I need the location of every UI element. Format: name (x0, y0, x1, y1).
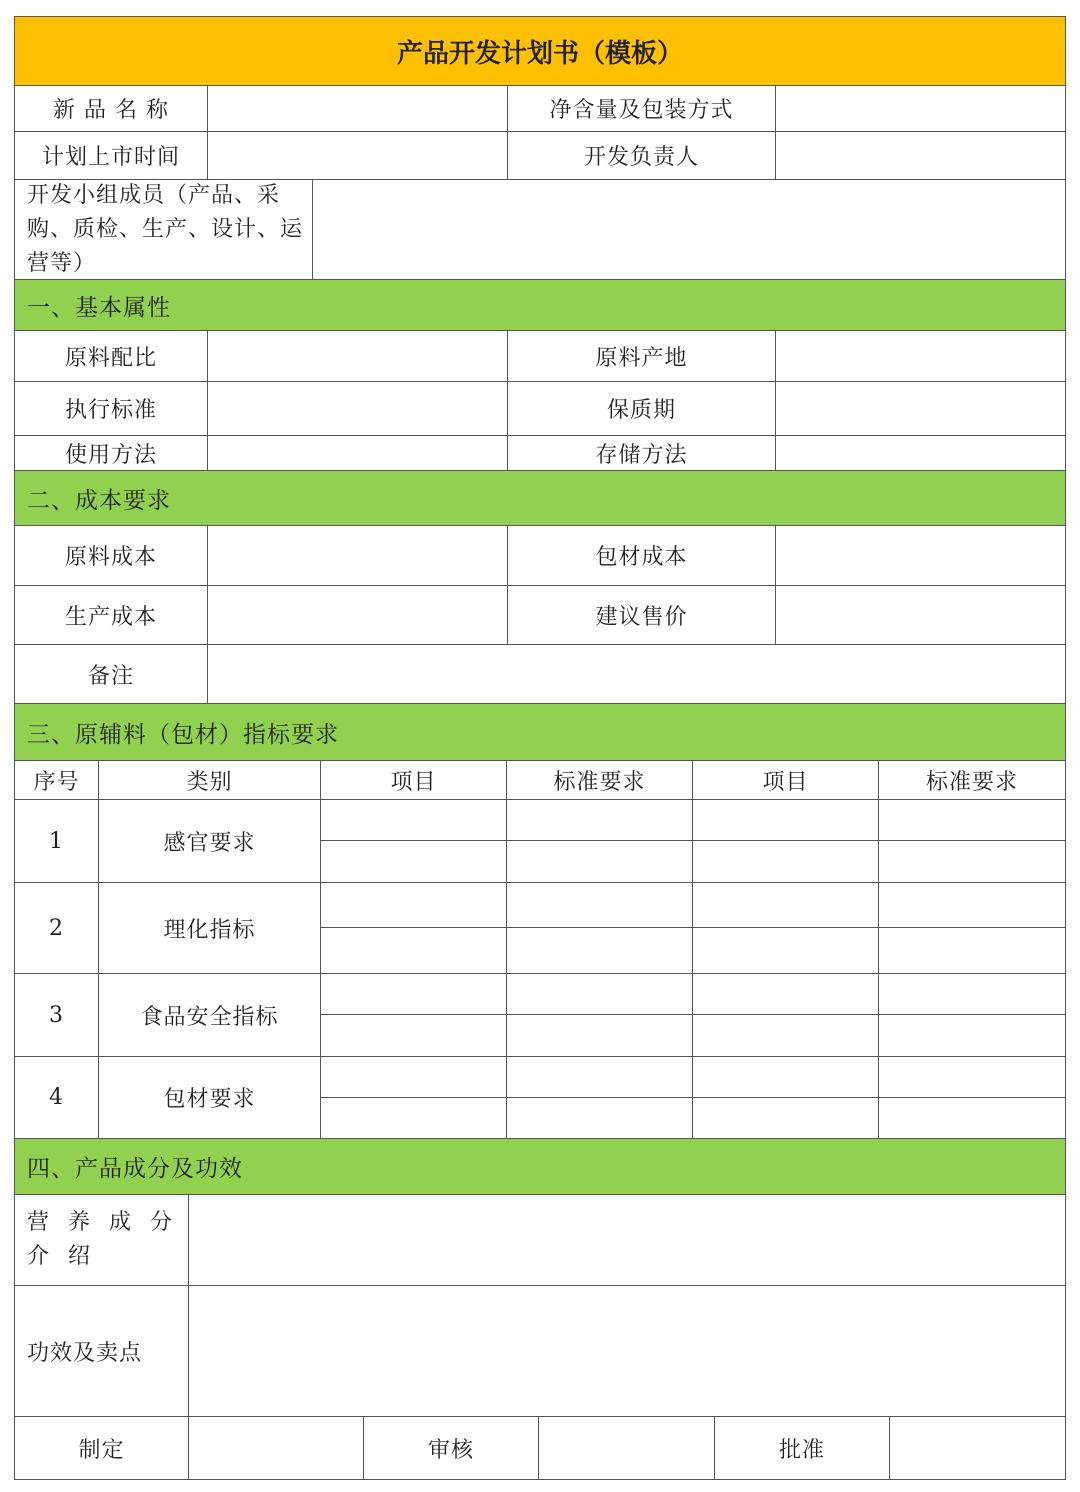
row-product-name (14, 86, 1066, 132)
header-category: 类别 (99, 761, 321, 800)
cell-item-2[interactable] (693, 883, 879, 974)
field-usage[interactable] (208, 436, 508, 471)
label-suggested-price: 建议售价 (508, 586, 776, 645)
cell-item-2[interactable] (693, 800, 879, 883)
row-no: 3 (14, 974, 99, 1057)
indicator-table-header (14, 761, 1066, 800)
label-shelf-life: 保质期 (508, 382, 776, 436)
field-remarks[interactable] (208, 645, 1066, 704)
table-row (14, 974, 1066, 1057)
form-title: 产品开发计划书（模板） (14, 16, 1066, 86)
label-usage: 使用方法 (14, 436, 208, 471)
row-no: 4 (14, 1057, 99, 1139)
field-team-members[interactable] (313, 180, 1066, 280)
label-approved-by: 批准 (715, 1417, 890, 1480)
cell-item-2[interactable] (693, 1057, 879, 1139)
section-material-indicators: 三、原辅料（包材）指标要求 (14, 704, 1066, 761)
row-usage (14, 436, 1066, 471)
field-development-lead[interactable] (776, 132, 1066, 180)
field-made-by[interactable] (189, 1417, 364, 1480)
label-new-product-name: 新 品 名 称 (14, 86, 208, 132)
cell-standard-2[interactable] (879, 800, 1066, 883)
label-efficacy: 功效及卖点 (14, 1286, 189, 1417)
row-category: 感官要求 (99, 800, 321, 883)
cell-item-1[interactable] (321, 974, 507, 1057)
header-no: 序号 (14, 761, 99, 800)
label-planned-launch-time: 计划上市时间 (14, 132, 208, 180)
field-efficacy[interactable] (189, 1286, 1066, 1417)
label-team-members: 开发小组成员（产品、采购、质检、生产、设计、运营等） (14, 180, 313, 280)
label-net-content-packaging: 净含量及包装方式 (508, 86, 776, 132)
label-reviewed-by: 审核 (364, 1417, 539, 1480)
section-cost-requirements: 二、成本要求 (14, 471, 1066, 526)
table-row (14, 1057, 1066, 1139)
field-suggested-price[interactable] (776, 586, 1066, 645)
row-efficacy (14, 1286, 1066, 1417)
header-standard-1: 标准要求 (507, 761, 693, 800)
label-raw-ratio: 原料配比 (14, 331, 208, 382)
row-signoff (14, 1417, 1066, 1480)
label-development-lead: 开发负责人 (508, 132, 776, 180)
field-standard[interactable] (208, 382, 508, 436)
cell-standard-2[interactable] (879, 1057, 1066, 1139)
field-approved-by[interactable] (890, 1417, 1066, 1480)
row-standard (14, 382, 1066, 436)
field-nutrition[interactable] (189, 1195, 1066, 1286)
label-nutrition: 营 养 成 分 介 绍 (14, 1195, 189, 1286)
cell-standard-1[interactable] (507, 883, 693, 974)
row-launch-time (14, 132, 1066, 180)
field-packaging-cost[interactable] (776, 526, 1066, 586)
label-raw-origin: 原料产地 (508, 331, 776, 382)
label-packaging-cost: 包材成本 (508, 526, 776, 586)
field-planned-launch-time[interactable] (208, 132, 508, 180)
row-raw-ratio (14, 331, 1066, 382)
header-item-1: 项目 (321, 761, 507, 800)
row-raw-cost (14, 526, 1066, 586)
field-production-cost[interactable] (208, 586, 508, 645)
cell-standard-2[interactable] (879, 883, 1066, 974)
header-standard-2: 标准要求 (879, 761, 1066, 800)
section-ingredients-efficacy: 四、产品成分及功效 (14, 1139, 1066, 1195)
cell-standard-2[interactable] (879, 974, 1066, 1057)
field-raw-ratio[interactable] (208, 331, 508, 382)
table-row (14, 883, 1066, 974)
plan-form (14, 16, 1066, 1480)
row-no: 2 (14, 883, 99, 974)
cell-item-2[interactable] (693, 974, 879, 1057)
field-raw-origin[interactable] (776, 331, 1066, 382)
label-production-cost: 生产成本 (14, 586, 208, 645)
row-no: 1 (14, 800, 99, 883)
row-category: 食品安全指标 (99, 974, 321, 1057)
cell-item-1[interactable] (321, 1057, 507, 1139)
row-nutrition (14, 1195, 1066, 1286)
field-shelf-life[interactable] (776, 382, 1066, 436)
field-net-content-packaging[interactable] (776, 86, 1066, 132)
cell-item-1[interactable] (321, 800, 507, 883)
cell-standard-1[interactable] (507, 974, 693, 1057)
row-production-cost (14, 586, 1066, 645)
row-category: 理化指标 (99, 883, 321, 974)
section-basic-attributes: 一、基本属性 (14, 280, 1066, 331)
cell-standard-1[interactable] (507, 800, 693, 883)
label-raw-cost: 原料成本 (14, 526, 208, 586)
label-standard: 执行标准 (14, 382, 208, 436)
field-storage[interactable] (776, 436, 1066, 471)
row-remarks (14, 645, 1066, 704)
row-category: 包材要求 (99, 1057, 321, 1139)
label-remarks: 备注 (14, 645, 208, 704)
field-new-product-name[interactable] (208, 86, 508, 132)
table-row (14, 800, 1066, 883)
cell-item-1[interactable] (321, 883, 507, 974)
field-reviewed-by[interactable] (539, 1417, 715, 1480)
header-item-2: 项目 (693, 761, 879, 800)
label-made-by: 制定 (14, 1417, 189, 1480)
cell-standard-1[interactable] (507, 1057, 693, 1139)
row-team-members (14, 180, 1066, 280)
label-storage: 存储方法 (508, 436, 776, 471)
field-raw-cost[interactable] (208, 526, 508, 586)
